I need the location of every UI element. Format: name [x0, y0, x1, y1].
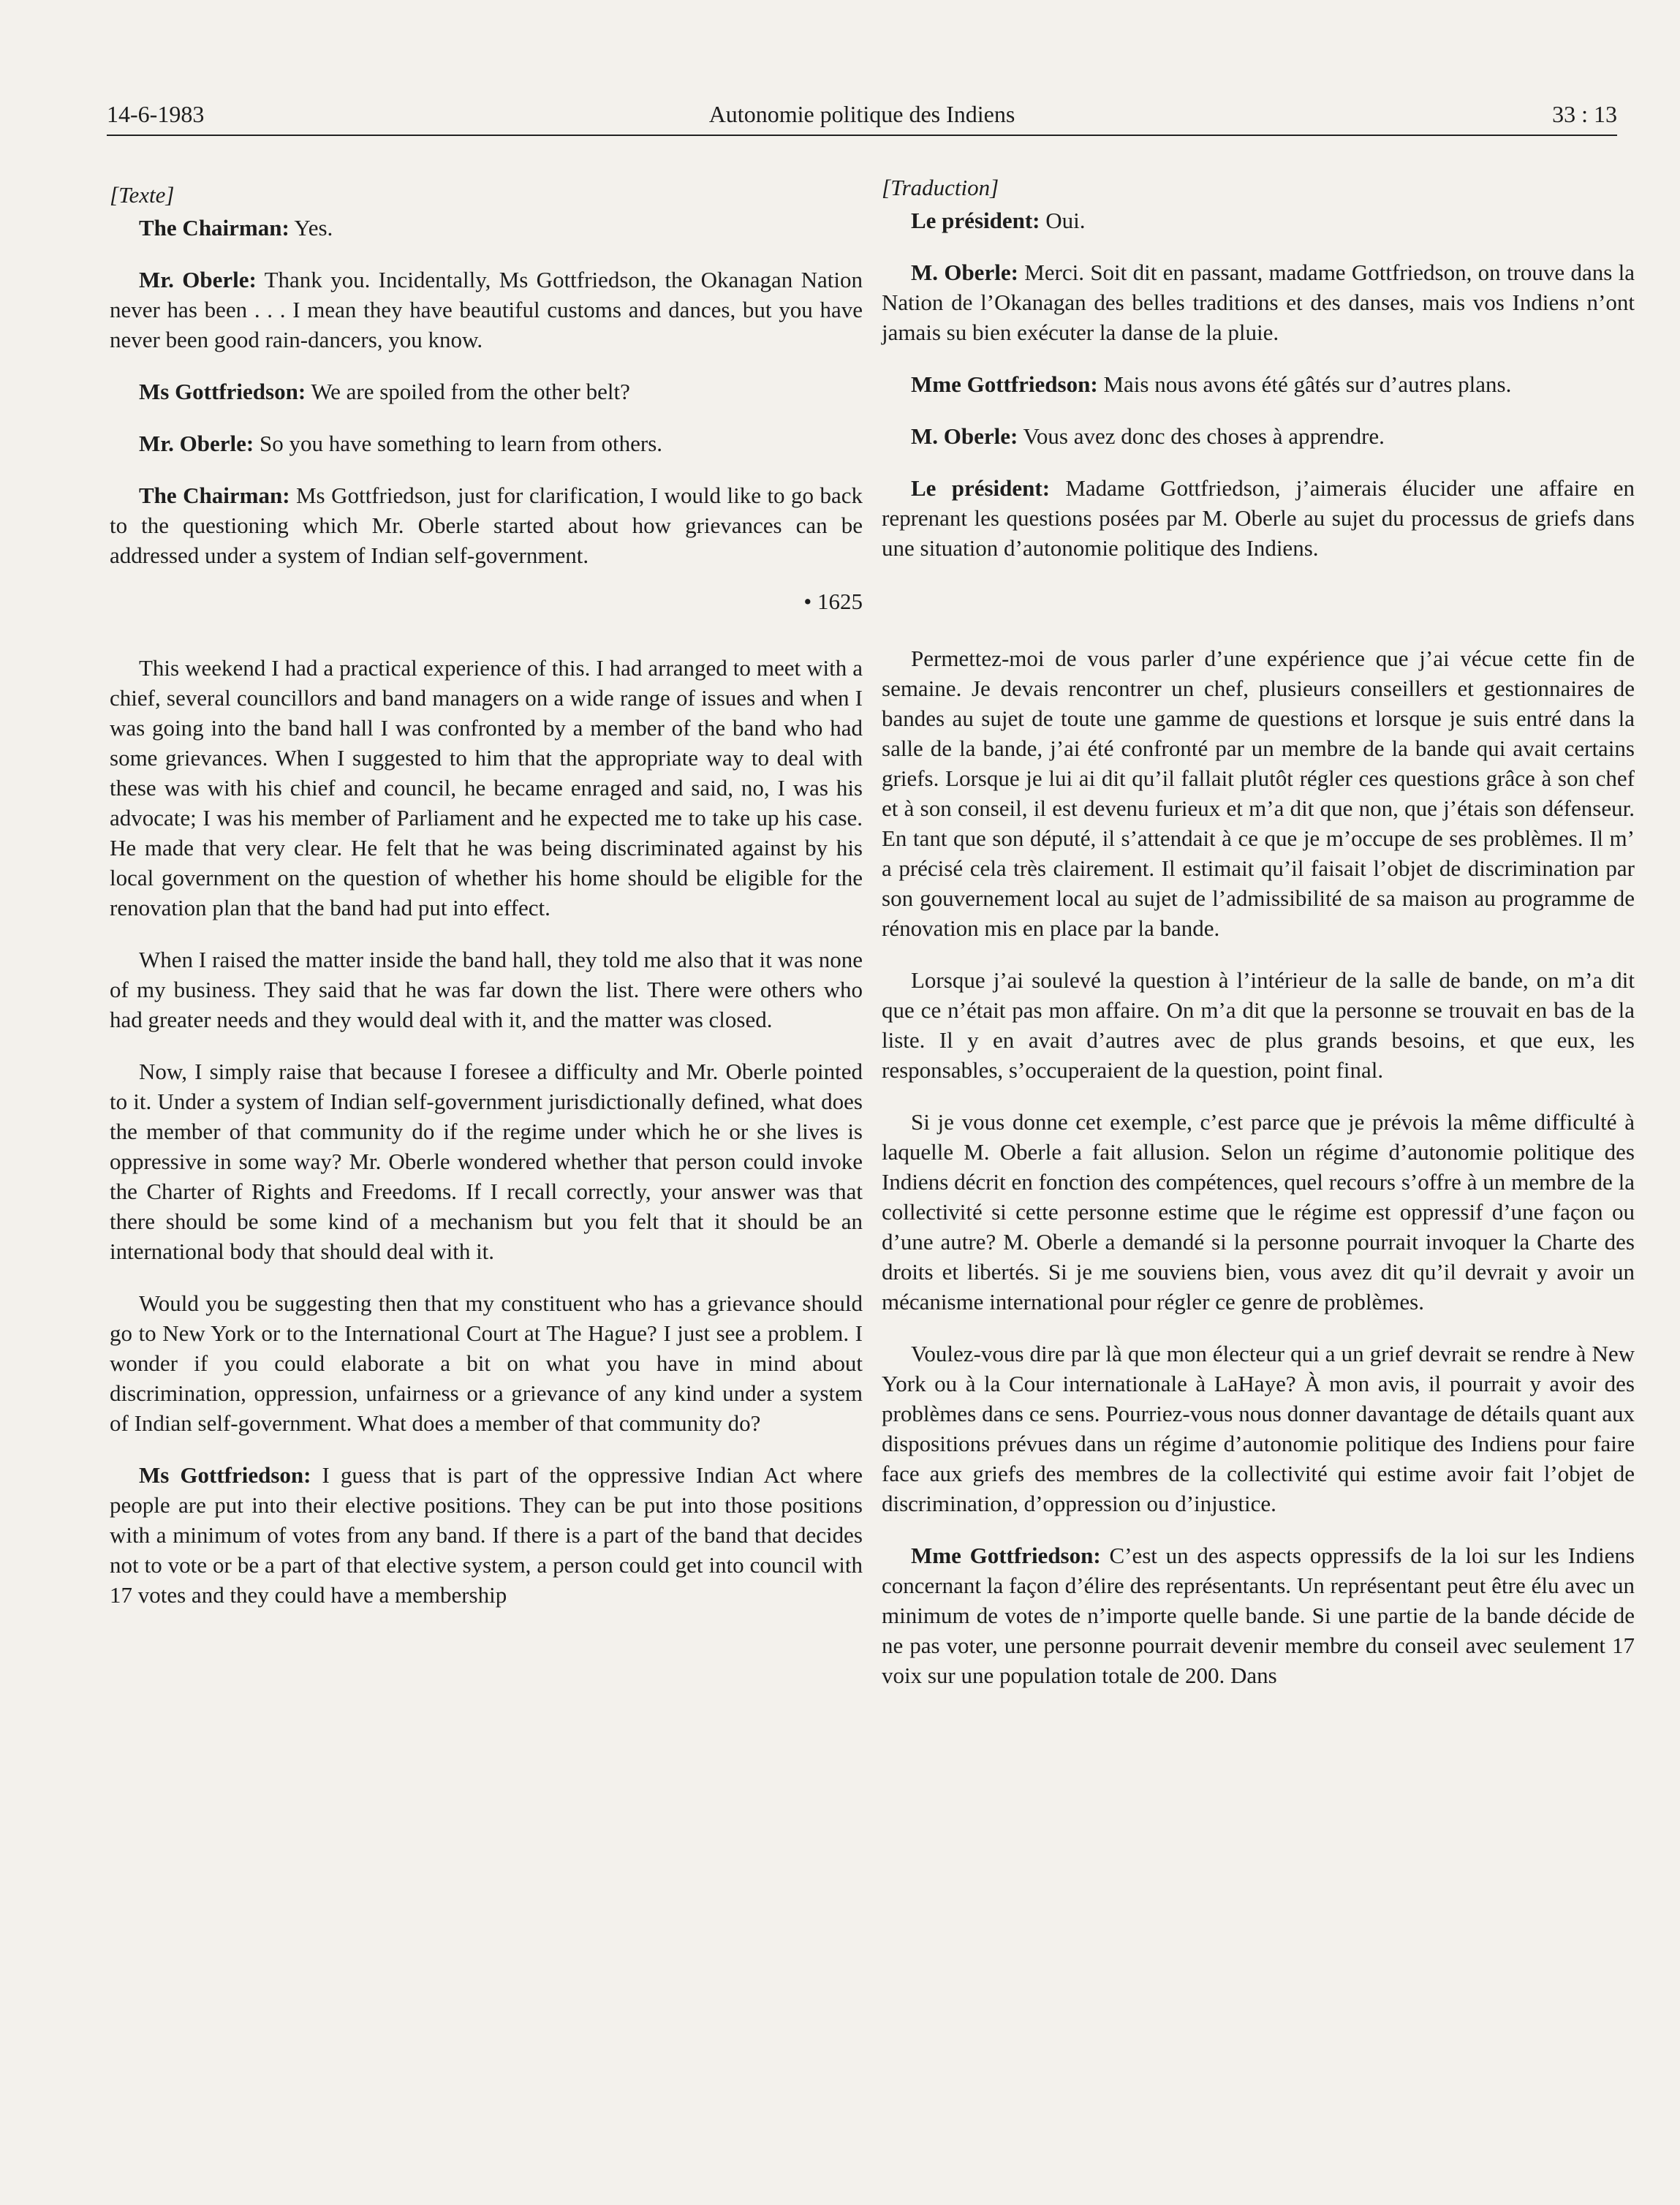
french-column	[882, 173, 1635, 1712]
speaker-name: Mr. Oberle:	[139, 267, 257, 292]
speaker-name: Le président:	[911, 208, 1040, 233]
paragraph	[882, 421, 1635, 451]
paragraph: Permettez-moi de vous parler d’une expérience que j’ai vécue cette fin de semaine. Je devais rencontrer un chef, plusieurs conseillers et gestionnaires de bandes au sujet de toute une gamme de questions et lorsque je suis entré dans la salle de la bande, j’ai été confronté par un membre de la bande qui avait certains griefs. Lorsque je lui ai dit qu’il fallait plutôt régler ces questions grâce à son chef et à son conseil, il est devenu furieux et m’a dit que non, que j’étais son défenseur. En tant que son député, il s’attendait à ce que je m’occupe de ses problèmes. Il m’ a précisé cela très clairement. Il estimait qu’il faisait l’objet de discrimination par son gouvernement local au sujet de l’admissibilité de sa maison au programme de rénovation mis en place par la bande.	[882, 646, 1635, 941]
speech-text: Yes.	[289, 215, 333, 241]
speech-text: We are spoiled from the other belt?	[306, 379, 630, 404]
header-rule	[107, 135, 1617, 136]
paragraph	[110, 428, 863, 458]
column-label-traduction: [Traduction]	[882, 175, 999, 200]
speaker-name: Ms Gottfriedson:	[139, 1462, 311, 1488]
paragraph: Lorsque j’ai soulevé la question à l’intérieur de la salle de bande, on m’a dit que ce n’était pas mon affaire. On m’a dit que la personne se trouvait en bas de la liste. Il y en avait d’autres avec de plus grands besoins, et que eux, les responsables, s’occuperaient de la question, point final.	[882, 967, 1635, 1083]
speaker-name: M. Oberle:	[911, 423, 1018, 449]
speaker-name: Ms Gottfriedson:	[139, 379, 306, 404]
paragraph	[882, 473, 1635, 563]
speaker-name: Mr. Oberle:	[139, 431, 254, 456]
paragraph	[882, 257, 1635, 347]
speaker-name: The Chairman:	[139, 215, 290, 241]
paragraph: When I raised the matter inside the band hall, they told me also that it was none of my business. They said that he was far down the list. There were others who had greater needs and they would deal with it, and the matter was closed.	[110, 947, 863, 1032]
speaker-name: M. Oberle:	[911, 260, 1018, 285]
english-column	[110, 180, 863, 1632]
speech-text: I guess that is part of the oppressive Indian Act where people are put into their elective positions. They can be put into those positions with a minimum of votes from any band. If there is a part of the band that decides not to vote or be a part of that elective system, a person could get into council with 17 votes and they could have a membership	[110, 1462, 863, 1608]
speech-text: Merci. Soit dit en passant, madame Gottfriedson, on trouve dans la Nation de l’Okanagan des belles traditions et des danses, mais vos Indiens n’ont jamais su bien exécuter la danse de la pluie.	[882, 260, 1635, 345]
paragraph: Would you be suggesting then that my constituent who has a grievance should go to New York or to the International Court at The Hague? I just see a problem. I wonder if you could elaborate a bit on what you have in mind about discrimination, oppression, unfairness or a grievance of any kind under a system of Indian self-government. What does a member of that community do?	[110, 1290, 863, 1436]
speech-text: Ms Gottfriedson, just for clarification, I would like to go back to the questioning which Mr. Oberle started about how grievances can be addressed under a system of Indian self-government.	[110, 483, 863, 568]
paragraph	[882, 205, 1635, 235]
paragraph	[110, 265, 863, 355]
paragraph	[110, 377, 863, 406]
column-label-texte: [Texte]	[110, 182, 175, 208]
paragraph	[110, 213, 863, 243]
speech-text: Thank you. Incidentally, Ms Gottfriedson, the Okanagan Nation never has been . . . I mean they have beautiful customs and dances, but you have never been good rain-dancers, you know.	[110, 267, 863, 352]
header-date: 14-6-1983	[107, 101, 205, 127]
speaker-name: The Chairman:	[139, 483, 290, 508]
paragraph	[110, 1460, 863, 1610]
paragraph	[882, 1540, 1635, 1690]
paragraph	[882, 369, 1635, 399]
speech-text: C’est un des aspects oppressifs de la loi sur les Indiens concernant la façon d’élire des représentants. Un représentant peut être élu avec un minimum de votes de n’importe quelle bande. Si une partie de la bande décide de ne pas voter, une personne pourrait devenir membre du conseil avec seulement 17 voix sur une population totale de 200. Dans	[882, 1543, 1635, 1688]
speech-text: Oui.	[1040, 208, 1086, 233]
paragraph: Voulez-vous dire par là que mon électeur qui a un grief devrait se rendre à New York ou à la Cour internationale à LaHaye? À mon avis, il pourrait y avoir des problèmes dans ce sens. Pourriez-vous nous donner davantage de détails quant aux dispositions prévues dans un régime d’autonomie politique des Indiens pour faire face aux griefs des membres de la collectivité qui estime avoir fait l’objet de discrimination, d’oppression ou d’injustice.	[882, 1341, 1635, 1516]
speaker-name: Le président:	[911, 475, 1051, 501]
speaker-name: Mme Gottfriedson:	[911, 371, 1098, 397]
speech-text: Madame Gottfriedson, j’aimerais élucider une affaire en reprenant les questions posées par M. Oberle au sujet du processus de griefs dans une situation d’autonomie politique des Indiens.	[882, 475, 1635, 561]
header-title: Autonomie politique des Indiens	[708, 101, 1015, 127]
paragraph	[110, 480, 863, 570]
speech-text: Mais nous avons été gâtés sur d’autres plans.	[1097, 371, 1512, 397]
paragraph: Si je vous donne cet exemple, c’est parce que je prévois la même difficulté à laquelle M. Oberle a fait allusion. Selon un régime d’autonomie politique des Indiens décrit en fonction des compétences, quel recours s’offre à un membre de la collectivité si cette personne estime que le régime est oppressif d’une façon ou d’une autre? M. Oberle a demandé si la personne pourrait invoquer la Charte des droits et libertés. Si je me souviens bien, vous avez dit qu’il devrait y avoir un mécanisme international pour régler ce genre de problèmes.	[882, 1109, 1635, 1315]
paragraph: This weekend I had a practical experience of this. I had arranged to meet with a chief, several councillors and band managers on a wide range of issues and when I was going into the band hall I was confronted by a member of the band who had some grievances. When I suggested to him that the appropriate way to deal with these was with his chief and council, he became enraged and said, no, I was his advocate; I was his member of Parliament and he expected me to take up his case. He made that very clear. He felt that he was being discriminated against by his local government on the question of whether his home should be eligible for the renovation plan that the band had put into effect.	[110, 655, 863, 920]
speech-text: Vous avez donc des choses à apprendre.	[1018, 423, 1385, 449]
speaker-name: Mme Gottfriedson:	[911, 1543, 1101, 1568]
speech-text: So you have something to learn from others.	[254, 431, 663, 456]
page-header	[107, 101, 1617, 135]
time-marker: • 1625	[803, 589, 863, 614]
paragraph: Now, I simply raise that because I foresee a difficulty and Mr. Oberle pointed to it. Under a system of Indian self-government jurisdictionally defined, what does the member of that community do if the regime under which he or she lives is oppressive in some way? Mr. Oberle wondered whether that person could invoke the Charter of Rights and Freedoms. If I recall correctly, your answer was that there should be some kind of a mechanism but you felt that it should be an international body that should deal with it.	[110, 1059, 863, 1264]
header-page-number: 33 : 13	[1552, 101, 1617, 127]
